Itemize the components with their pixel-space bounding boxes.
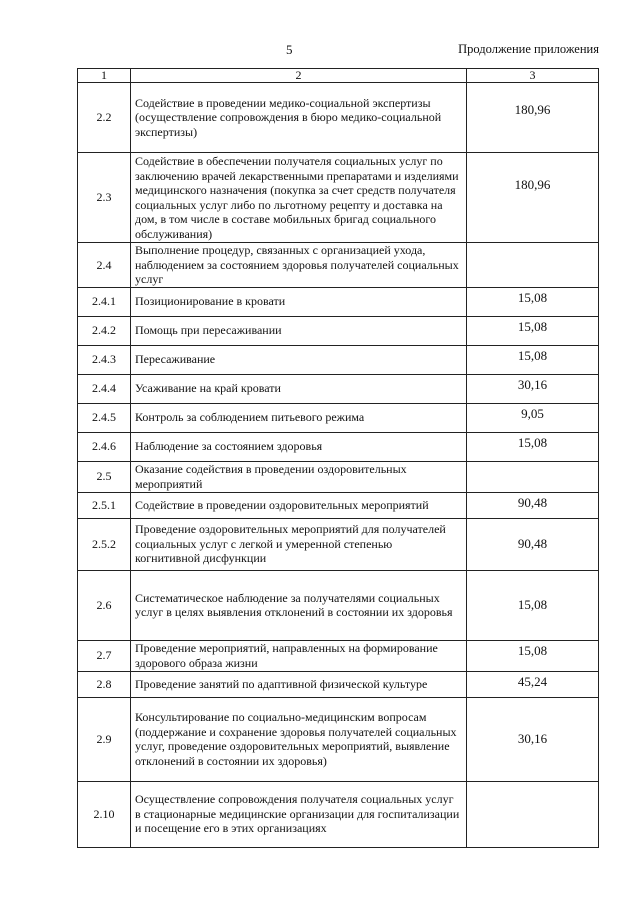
- table-row: [78, 461, 599, 492]
- row-value: 15,08: [467, 345, 599, 374]
- row-value: [467, 461, 599, 492]
- row-description: Консультирование по социально-медицинским вопросам (поддержание и сохранение здоровья получателей социальных услуг, проведение оздоровительных мероприятий, выявление отклонений в состоянии их здоровья): [131, 697, 467, 781]
- row-value: 30,16: [467, 697, 599, 781]
- table-row: [78, 432, 599, 461]
- table-row: [78, 518, 599, 570]
- row-number: 2.2: [78, 83, 131, 153]
- row-number: 2.4.6: [78, 432, 131, 461]
- row-value: 90,48: [467, 492, 599, 518]
- row-value: [467, 781, 599, 847]
- row-description: Позиционирование в кровати: [131, 287, 467, 316]
- row-number: 2.9: [78, 697, 131, 781]
- row-value: 15,08: [467, 316, 599, 345]
- table-row: [78, 781, 599, 847]
- continuation-label: Продолжение приложения: [458, 42, 599, 56]
- row-number: 2.4.1: [78, 287, 131, 316]
- column-header-value: 3: [467, 69, 599, 83]
- table-row: [78, 287, 599, 316]
- row-number: 2.4.2: [78, 316, 131, 345]
- row-description: Проведение мероприятий, направленных на формирование здорового образа жизни: [131, 640, 467, 671]
- table-row: [78, 570, 599, 640]
- row-number: 2.5.2: [78, 518, 131, 570]
- row-description: Контроль за соблюдением питьевого режима: [131, 403, 467, 432]
- row-number: 2.4: [78, 243, 131, 288]
- page-number: 5: [286, 42, 293, 57]
- row-description: Проведение оздоровительных мероприятий для получателей социальных услуг с легкой и умеренной степенью когнитивной дисфункции: [131, 518, 467, 570]
- table-row: [78, 403, 599, 432]
- row-value: 30,16: [467, 374, 599, 403]
- table-row: [78, 243, 599, 288]
- row-value: [467, 243, 599, 288]
- row-value: 180,96: [467, 83, 599, 153]
- row-value: 45,24: [467, 671, 599, 697]
- table-row: [78, 345, 599, 374]
- row-description: Пересаживание: [131, 345, 467, 374]
- row-number: 2.8: [78, 671, 131, 697]
- row-number: 2.3: [78, 153, 131, 243]
- row-number: 2.5: [78, 461, 131, 492]
- row-description: Осуществление сопровождения получателя социальных услуг в стационарные медицинские организации для госпитализации и посещение его в этих организациях: [131, 781, 467, 847]
- row-value: 15,08: [467, 287, 599, 316]
- row-description: Содействие в проведении медико-социальной экспертизы (осуществление сопровождения в бюро медико-социальной экспертизы): [131, 83, 467, 153]
- table-row: [78, 697, 599, 781]
- table-row: [78, 640, 599, 671]
- table-row: [78, 374, 599, 403]
- column-header-number: 1: [78, 69, 131, 83]
- row-number: 2.7: [78, 640, 131, 671]
- row-description: Содействие в проведении оздоровительных мероприятий: [131, 492, 467, 518]
- row-value: 180,96: [467, 153, 599, 243]
- row-number: 2.4.5: [78, 403, 131, 432]
- table-row: [78, 83, 599, 153]
- row-description: Содействие в обеспечении получателя социальных услуг по заключению врачей лекарственными препаратами и изделиями медицинского назначения (покупка за счет средств получателя социальных услуг либо по льготному рецепту и доставка на дом, в том числе в составе мобильных бригад социального обслуживания): [131, 153, 467, 243]
- row-value: 15,08: [467, 640, 599, 671]
- row-description: Выполнение процедур, связанных с организацией ухода, наблюдением за состоянием здоровья получателей социальных услуг: [131, 243, 467, 288]
- row-value: 15,08: [467, 432, 599, 461]
- row-value: 15,08: [467, 570, 599, 640]
- column-header-service: 2: [131, 69, 467, 83]
- table-header-row: [78, 69, 599, 83]
- row-description: Наблюдение за состоянием здоровья: [131, 432, 467, 461]
- row-number: 2.4.4: [78, 374, 131, 403]
- row-number: 2.10: [78, 781, 131, 847]
- table-row: [78, 671, 599, 697]
- table-row: [78, 492, 599, 518]
- row-description: Систематическое наблюдение за получателями социальных услуг в целях выявления отклонений в состоянии их здоровья: [131, 570, 467, 640]
- table-row: [78, 316, 599, 345]
- row-description: Проведение занятий по адаптивной физической культуре: [131, 671, 467, 697]
- services-table: [77, 68, 599, 848]
- row-number: 2.5.1: [78, 492, 131, 518]
- row-value: 90,48: [467, 518, 599, 570]
- row-value: 9,05: [467, 403, 599, 432]
- row-description: Помощь при пересаживании: [131, 316, 467, 345]
- row-number: 2.6: [78, 570, 131, 640]
- row-description: Оказание содействия в проведении оздоровительных мероприятий: [131, 461, 467, 492]
- row-number: 2.4.3: [78, 345, 131, 374]
- row-description: Усаживание на край кровати: [131, 374, 467, 403]
- table-row: [78, 153, 599, 243]
